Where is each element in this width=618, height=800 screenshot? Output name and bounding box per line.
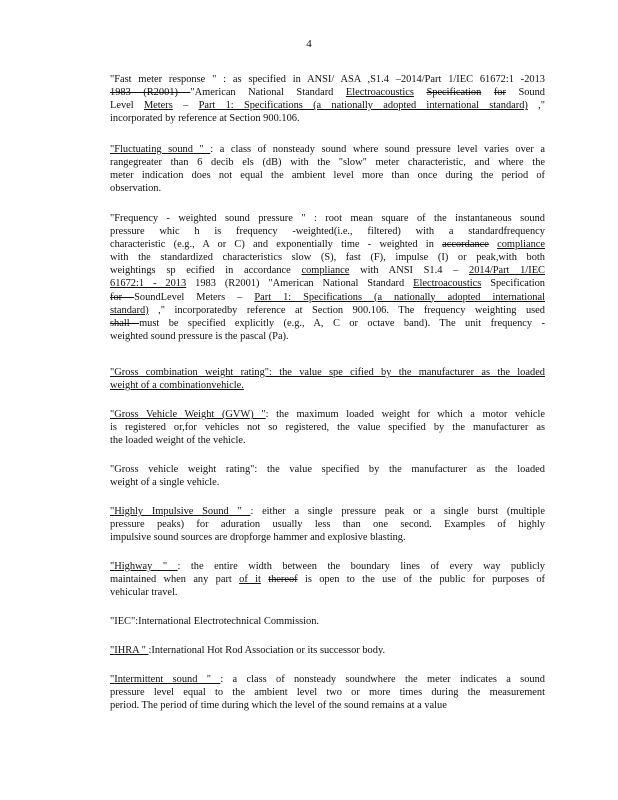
underlined-text: IHRA " xyxy=(114,645,149,656)
text-line xyxy=(110,169,545,182)
text-run: impulsive sound sources are dropforge hammer and explosive blasting. xyxy=(110,532,406,544)
text-line xyxy=(110,238,545,251)
text-run: "Frequency - weighted sound pressure " : root mean square of the instantaneous sound xyxy=(110,213,545,224)
text-line xyxy=(110,586,545,599)
underlined-text: Electroacoustics xyxy=(413,278,482,290)
text-line xyxy=(110,379,545,392)
text-line xyxy=(110,277,545,290)
text-run: incorporated by reference at Section 900.106. xyxy=(110,113,300,125)
text-line xyxy=(110,560,545,573)
text-run: 1983 (R2001) "American National Standard xyxy=(186,278,414,290)
text-line xyxy=(110,463,545,476)
text-run: with the standardized characteristics slow (S), fast (F), impulse (I) or peak,with both xyxy=(110,252,545,264)
text-run: ," incorporatedby reference at Section 900.106. The frequency weighting used xyxy=(148,304,545,316)
text-line xyxy=(110,686,545,699)
text-run: "Fast meter response " : as specified in ANSI/ ASA ,S1.4 –2014/Part 1/IEC 61672:1 -2013 xyxy=(110,74,545,85)
text-run: is open to the use of the public for purposes of xyxy=(297,574,545,586)
struck-text: for xyxy=(110,291,135,303)
text-run: "American National Standard xyxy=(190,87,346,99)
text-run: : a class of nonsteady sound where sound pressure level varies over a xyxy=(210,144,545,155)
text-run: – xyxy=(172,100,199,112)
underlined-text: compliance xyxy=(301,265,350,277)
definition-gross-vehicle-weight xyxy=(110,408,545,447)
definition-highly-impulsive-sound xyxy=(110,505,545,544)
underlined-text: 61672:1 - 2013 xyxy=(110,278,187,290)
text-run: weighted sound pressure is the pascal (Pa). xyxy=(110,330,289,342)
underlined-text: Fluctuating sound " xyxy=(114,144,211,155)
text-run: rangegreater than 6 decib els (dB) with the "slow" meter characteristic, and where the xyxy=(110,157,545,169)
text-run: weight of a single vehicle. xyxy=(110,477,220,489)
underlined-text: " xyxy=(110,144,115,155)
text-line xyxy=(110,421,545,434)
underlined-text: " xyxy=(110,645,115,656)
underlined-text: Electroacoustics xyxy=(345,87,414,99)
text-run: pressure peaks) for aduration usually less than one second. Examples of highly xyxy=(110,519,545,531)
text-run: :International Hot Rod Association or its successor body. xyxy=(148,645,386,656)
underlined-text: "Gross Vehicle Weight (GVW) " xyxy=(110,409,266,420)
text-run xyxy=(481,87,494,98)
underlined-text: Highway " xyxy=(114,561,178,572)
underlined-text: Meters xyxy=(143,100,173,112)
text-run: Sound xyxy=(505,87,545,99)
underlined-text: Highly Impulsive Sound " xyxy=(114,506,251,517)
underlined-text: "Gross combination weight rating": the value spe cified by the manufacturer as the loaded xyxy=(110,367,545,378)
text-line xyxy=(110,317,545,330)
underlined-text: 2014/Part 1/IEC xyxy=(469,265,545,277)
struck-text: 1983 (R2001) xyxy=(110,87,191,99)
underlined-text: " xyxy=(110,561,115,572)
underlined-text: Part 1: Specifications (a nationally adopted international xyxy=(254,291,545,303)
text-line xyxy=(110,143,545,156)
text-line xyxy=(110,408,545,421)
text-run: weightings sp ecified in accordance xyxy=(110,265,302,277)
text-line xyxy=(110,505,545,518)
text-line xyxy=(110,86,545,99)
text-run xyxy=(489,239,497,250)
text-line xyxy=(110,291,545,304)
text-run: ," xyxy=(527,100,545,112)
text-run: Level xyxy=(110,100,144,112)
definition-iec xyxy=(110,615,545,628)
definition-fast-meter-response xyxy=(110,73,545,125)
text-run: : either a single pressure peak or a single burst (multiple xyxy=(250,506,545,517)
definition-fluctuating-sound xyxy=(110,143,545,195)
text-run: is registered or,for vehicles not so registered, the value specified by the manufacturer as xyxy=(110,422,545,434)
text-line xyxy=(110,264,545,277)
text-run: characteristic (e.g., A or C) and exponentially time - weighted in xyxy=(110,239,443,251)
underlined-text: " xyxy=(110,506,115,517)
text-line xyxy=(110,225,545,238)
struck-text: accordance xyxy=(442,239,489,251)
text-line xyxy=(110,476,545,489)
text-line xyxy=(110,531,545,544)
text-run: : a class of nonsteady soundwhere the meter indicates a sound xyxy=(220,674,545,685)
text-line xyxy=(110,156,545,169)
definition-ihra xyxy=(110,644,545,657)
text-line xyxy=(110,112,545,125)
definition-intermittent-sound xyxy=(110,673,545,712)
text-line xyxy=(110,615,545,628)
underlined-text: " xyxy=(110,674,115,685)
text-line xyxy=(110,304,545,317)
text-line xyxy=(110,251,545,264)
underlined-text: Part 1: Specifications (a nationally adopted international standard) xyxy=(198,100,528,112)
text-run: meter indication does not equal the ambient level more than once during the period of xyxy=(110,170,545,182)
text-line xyxy=(110,330,545,343)
text-line xyxy=(110,73,545,86)
page-number: 4 xyxy=(306,38,312,50)
underlined-text: compliance xyxy=(497,239,545,251)
text-run: observation. xyxy=(110,183,162,195)
struck-text: Specification xyxy=(426,87,482,99)
text-run: SoundLevel Meters – xyxy=(134,291,255,303)
text-run: with ANSI S1.4 – xyxy=(349,265,470,277)
underlined-text: of it xyxy=(239,574,261,586)
text-line xyxy=(110,434,545,447)
text-line xyxy=(110,644,545,657)
text-run: : the maximum loaded weight for which a motor vehicle xyxy=(265,409,545,420)
definition-gross-vehicle-weight-rating xyxy=(110,463,545,489)
text-run: pressure whic h is frequency -weighted(i.e., filtered) with a standardfrequency xyxy=(110,226,545,238)
underlined-text: weight of a combinationvehicle. xyxy=(110,380,244,392)
text-line xyxy=(110,673,545,686)
text-line xyxy=(110,212,545,225)
text-run: "IEC":International Electrotechnical Commission. xyxy=(110,616,320,627)
text-line xyxy=(110,366,545,379)
text-run: Specification xyxy=(481,278,545,290)
struck-text: for xyxy=(493,87,506,99)
struck-text: thereof xyxy=(268,574,298,586)
definition-highway xyxy=(110,560,545,599)
text-run: pressure level equal to the ambient level two or more times during the measurement xyxy=(110,687,545,699)
text-run xyxy=(414,87,427,98)
text-run: "Gross vehicle weight rating": the value specified by the manufacturer as the loaded xyxy=(110,464,545,475)
text-line xyxy=(110,699,545,712)
underlined-text: Intermittent sound " xyxy=(114,674,221,685)
definition-gross-combination-weight-rating xyxy=(110,366,545,392)
text-run: period. The period of time during which the level of the sound remains at a value xyxy=(110,700,447,712)
text-run: : the entire width between the boundary lines of every way publicly xyxy=(177,561,545,572)
text-run: must be specified explicitly (e.g., A, C or octave band). The unit frequency - xyxy=(139,317,545,329)
text-run: vehicular travel. xyxy=(110,587,178,599)
text-line xyxy=(110,518,545,531)
text-line xyxy=(110,182,545,195)
text-run: maintained when any part xyxy=(110,574,240,586)
text-line xyxy=(110,99,545,112)
definition-frequency-weighted-sound-pressure xyxy=(110,212,545,343)
struck-text: shall xyxy=(110,317,140,329)
text-line xyxy=(110,573,545,586)
underlined-text: standard) xyxy=(110,304,149,316)
text-run: the loaded weight of the vehicle. xyxy=(110,435,246,447)
